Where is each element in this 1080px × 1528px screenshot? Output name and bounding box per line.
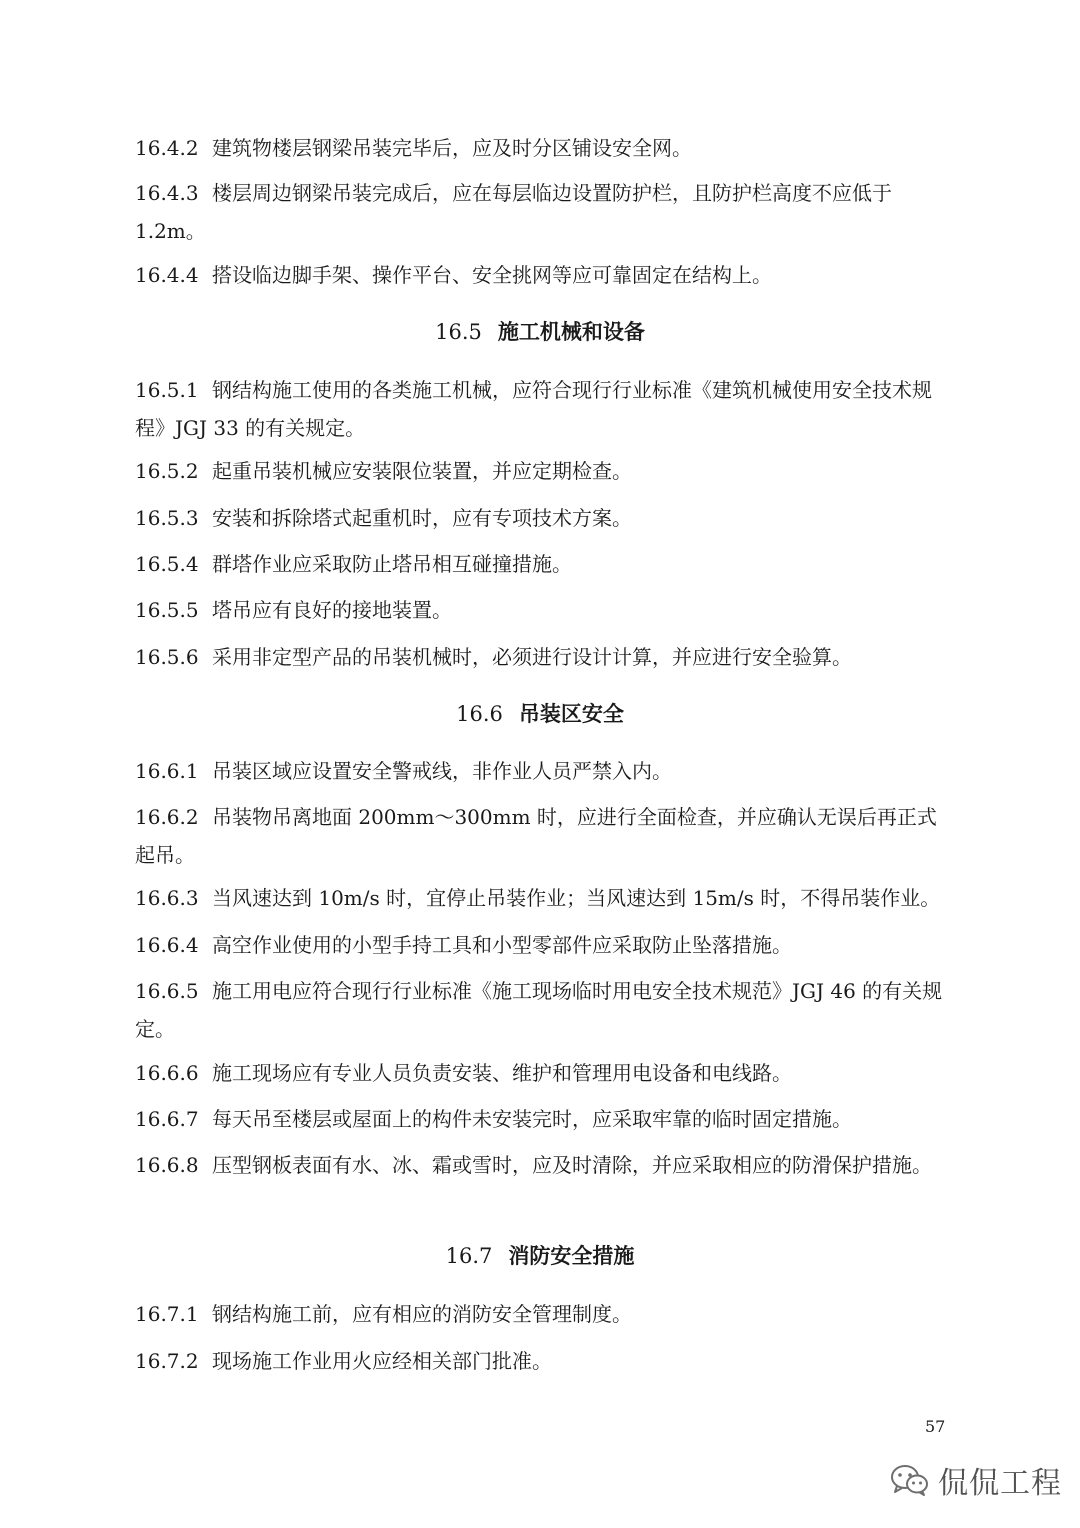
section-number: 16.7 [445,1244,493,1268]
watermark-text: 侃侃工程 [938,1466,1062,1501]
clause-16-6-5 [135,972,955,1048]
clause-text: 高空作业使用的小型手持工具和小型零部件应采取防止坠落措施。 [212,933,792,957]
clause-number: 16.6.6 [135,1061,199,1085]
section-title: 施工机械和设备 [497,319,645,344]
section-heading-16-5 [0,317,1080,347]
clause-text: 现场施工作业用火应经相关部门批准。 [212,1349,552,1373]
clause-16-6-1 [135,752,955,790]
clause-16-6-7 [135,1100,955,1138]
clause-16-7-2 [135,1342,955,1380]
clause-number: 16.5.5 [135,598,199,622]
clause-16-4-2 [135,129,955,167]
clause-16-4-3 [135,174,955,250]
clause-number: 16.7.1 [135,1302,199,1326]
clause-number: 16.6.3 [135,886,199,910]
clause-text: 安装和拆除塔式起重机时，应有专项技术方案。 [212,506,632,530]
clause-number: 16.6.1 [135,759,199,783]
clause-text: 当风速达到 10m/s 时，宜停止吊装作业；当风速达到 15m/s 时，不得吊装作业。 [212,886,941,910]
section-heading-16-6 [0,699,1080,729]
clause-number: 16.5.1 [135,378,199,402]
clause-text: 采用非定型产品的吊装机械时，必须进行设计计算，并应进行安全验算。 [212,645,852,669]
section-title: 消防安全措施 [508,1243,635,1268]
clause-16-6-8 [135,1146,955,1184]
clause-number: 16.6.4 [135,933,199,957]
clause-16-6-2 [135,798,955,874]
clause-16-5-6 [135,638,955,676]
clause-16-4-4 [135,256,955,294]
clause-number: 16.5.3 [135,506,199,530]
clause-number: 16.6.5 [135,979,199,1003]
clause-16-5-2 [135,452,955,490]
clause-16-5-4 [135,545,955,583]
clause-number: 16.5.4 [135,552,199,576]
watermark [890,1458,1062,1502]
page-number: 57 [925,1417,946,1436]
clause-text: 施工现场应有专业人员负责安装、维护和管理用电设备和电线路。 [212,1061,792,1085]
clause-number: 16.5.6 [135,645,199,669]
clause-text: 楼层周边钢梁吊装完成后，应在每层临边设置防护栏，且防护栏高度不应低于1.2m。 [135,181,892,243]
section-heading-16-7 [0,1241,1080,1271]
clause-16-7-1 [135,1295,955,1333]
clause-16-5-1 [135,371,955,447]
clause-number: 16.7.2 [135,1349,199,1373]
wechat-icon [890,1463,930,1497]
clause-number: 16.4.2 [135,136,199,160]
section-number: 16.5 [435,320,482,344]
clause-16-6-4 [135,926,955,964]
clause-text: 起重吊装机械应安装限位装置，并应定期检查。 [212,459,632,483]
clause-16-5-5 [135,591,955,629]
clause-text: 钢结构施工使用的各类施工机械，应符合现行行业标准《建筑机械使用安全技术规程》JGJ 33 的有关规定。 [135,378,932,440]
clause-16-6-3 [135,879,955,917]
clause-number: 16.6.2 [135,805,199,829]
clause-text: 吊装区域应设置安全警戒线，非作业人员严禁入内。 [212,759,672,783]
clause-number: 16.4.4 [135,263,199,287]
clause-number: 16.5.2 [135,459,199,483]
clause-text: 钢结构施工前，应有相应的消防安全管理制度。 [212,1302,632,1326]
section-number: 16.6 [456,702,503,726]
clause-text: 塔吊应有良好的接地装置。 [212,598,452,622]
clause-number: 16.6.7 [135,1107,199,1131]
clause-16-5-3 [135,499,955,537]
clause-16-6-6 [135,1054,955,1092]
clause-number: 16.4.3 [135,181,199,205]
section-title: 吊装区安全 [518,701,624,726]
clause-text: 每天吊至楼层或屋面上的构件未安装完时，应采取牢靠的临时固定措施。 [212,1107,852,1131]
clause-text: 吊装物吊离地面 200mm～300mm 时，应进行全面检查，并应确认无误后再正式起吊。 [135,805,937,867]
clause-text: 搭设临边脚手架、操作平台、安全挑网等应可靠固定在结构上。 [212,263,772,287]
clause-text: 压型钢板表面有水、冰、霜或雪时，应及时清除，并应采取相应的防滑保护措施。 [212,1153,932,1177]
clause-text: 群塔作业应采取防止塔吊相互碰撞措施。 [212,552,572,576]
clause-text: 建筑物楼层钢梁吊装完毕后，应及时分区铺设安全网。 [212,136,692,160]
clause-text: 施工用电应符合现行行业标准《施工现场临时用电安全技术规范》JGJ 46 的有关规定。 [135,979,943,1041]
clause-number: 16.6.8 [135,1153,199,1177]
